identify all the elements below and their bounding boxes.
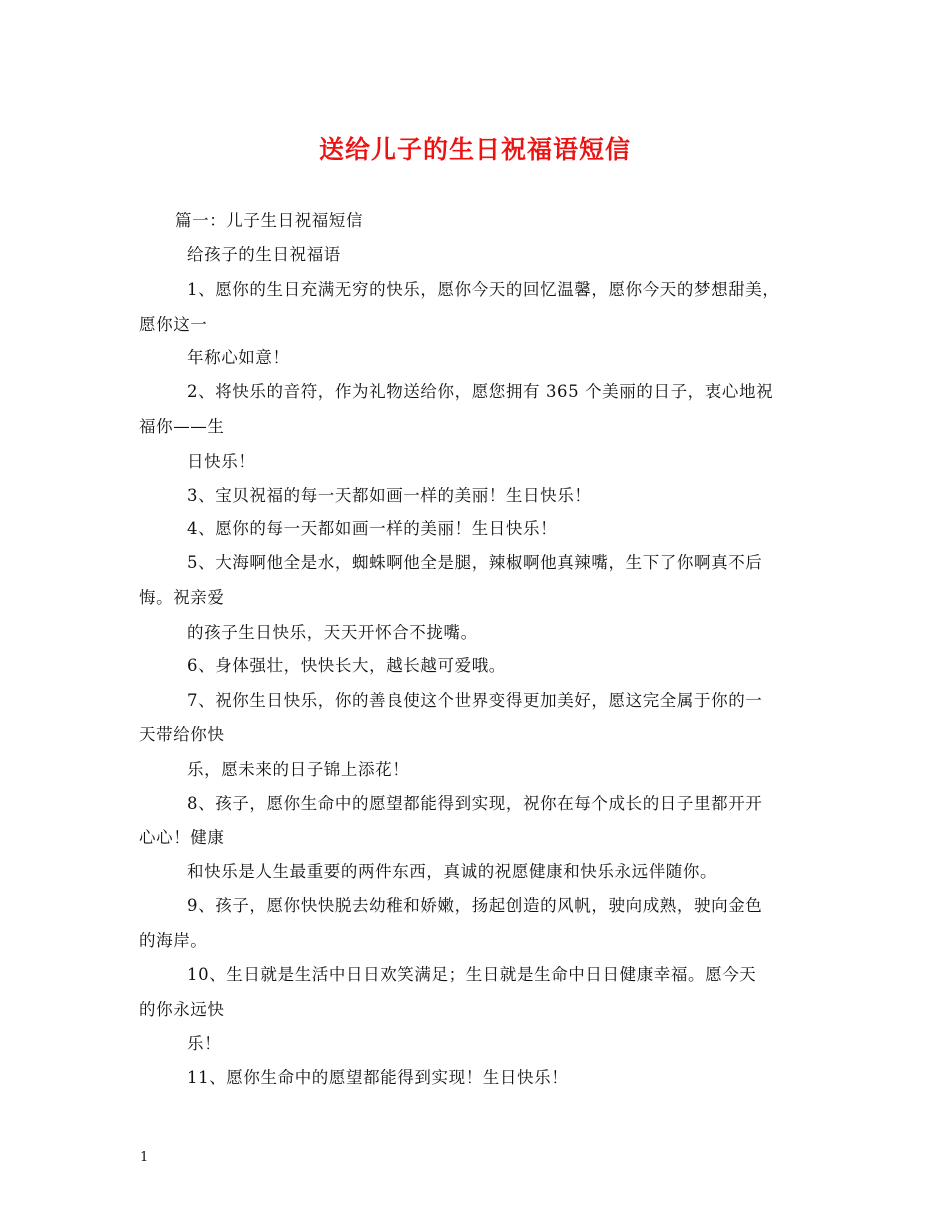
text-line: 乐，愿未来的日子锦上添花！: [187, 760, 410, 779]
page-number: 1: [140, 1150, 149, 1165]
text-line: 悔。祝亲爱: [139, 588, 225, 607]
text-line: 愿你这一: [139, 315, 208, 334]
text-line: 10、生日就是生活中日日欢笑满足；生日就是生命中日日健康幸福。愿今天: [187, 965, 757, 984]
text-line: 2、将快乐的音符，作为礼物送给你，愿您拥有 365 个美丽的日子，衷心地祝: [187, 382, 774, 401]
text-line: 乐！: [187, 1034, 222, 1053]
text-line: 天带给你快: [139, 725, 225, 744]
text-line: 心心！健康: [139, 828, 225, 847]
text-line: 9、孩子，愿你快快脱去幼稚和娇嫩，扬起创造的风帆，驶向成熟，驶向金色: [187, 896, 763, 915]
text-line: 的孩子生日快乐，天天开怀合不拢嘴。: [187, 623, 478, 642]
text-line: 6、身体强壮，快快长大，越长越可爱哦。: [187, 656, 506, 675]
text-line: 8、孩子，愿你生命中的愿望都能得到实现，祝你在每个成长的日子里都开开: [187, 794, 763, 813]
text-line: 1、愿你的生日充满无穷的快乐，愿你今天的回忆温馨，愿你今天的梦想甜美，: [187, 280, 780, 299]
text-line: 日快乐！: [187, 452, 256, 471]
text-line: 福你——生: [139, 417, 225, 436]
document-title: 送给儿子的生日祝福语短信: [318, 135, 631, 164]
text-line: 7、祝你生日快乐，你的善良使这个世界变得更加美好，愿这完全属于你的一: [187, 691, 763, 710]
text-line: 的你永远快: [139, 1000, 225, 1019]
section-heading: 篇一：儿子生日祝福短信: [175, 211, 364, 230]
text-line: 3、宝贝祝福的每一天都如画一样的美丽！生日快乐！: [187, 486, 592, 505]
text-line: 5、大海啊他全是水，蜘蛛啊他全是腿，辣椒啊他真辣嘴，生下了你啊真不后: [187, 553, 763, 572]
subheading: 给孩子的生日祝福语: [187, 245, 341, 264]
text-line: 4、愿你的每一天都如画一样的美丽！生日快乐！: [187, 519, 558, 538]
text-line: 11、愿你生命中的愿望都能得到实现！生日快乐！: [187, 1068, 569, 1087]
text-line: 的海岸。: [139, 931, 208, 950]
text-line: 和快乐是人生最重要的两件东西，真诚的祝愿健康和快乐永远伴随你。: [187, 862, 718, 881]
text-line: 年称心如意！: [187, 348, 290, 367]
